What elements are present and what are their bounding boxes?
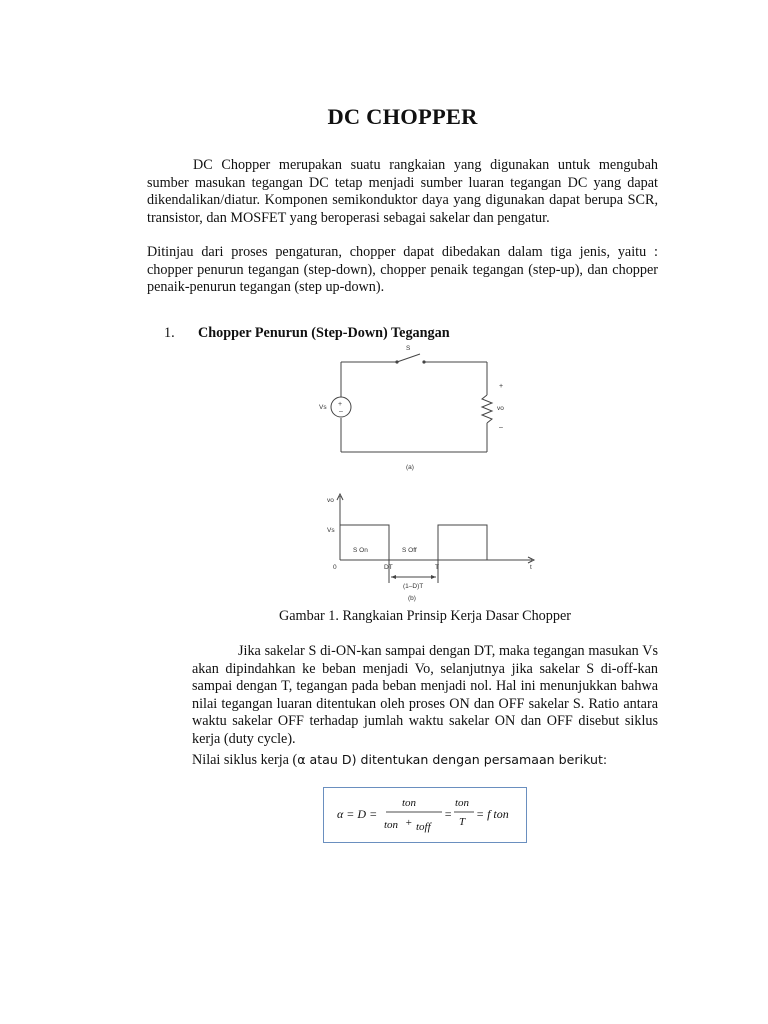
page-title: DC CHOPPER [327,104,478,129]
duty-prefix: Nilai siklus kerja ( [192,752,298,768]
y-axis-label: vo [327,497,334,504]
level-label: Vs [327,527,335,534]
resistor-zigzag [482,395,492,423]
load-minus: – [499,424,503,431]
source-minus: – [339,408,343,415]
intro-paragraph: DC Chopper merupakan suatu rangkaian yang digunakan untuk mengubah sumber masukan tegangan DC tetap menjadi sumber luaran tegangan DC yang dapat dikendalikan/diatur. Komponen semikonduktor daya yang digunakan dapat berupa SCR, transistor, dan MOSFET yang beroperasi sebagai sakelar dan pengatur. [147,157,658,226]
frac2-denominator: T [459,816,466,828]
duty-cycle-intro [192,752,658,769]
t-axis-label: t [530,564,532,571]
section-heading-text: Chopper Penurun (Step-Down) Tegangan [198,325,450,341]
source-plus: + [338,401,343,408]
duty-cycle-formula [323,787,527,843]
switch-blade [397,354,420,362]
switch-label: S [406,345,411,352]
load-plus: + [499,383,504,390]
section-number: 1. [164,325,175,341]
frac1-numerator: ton [402,797,417,809]
circuit-diagram [310,340,520,475]
frac1-den-plus: + [405,817,413,829]
switch-contact-right [422,360,425,363]
figure-caption: Gambar 1. Rangkaian Prinsip Kerja Dasar Chopper [279,608,571,624]
types-paragraph: Ditinjau dari proses pengaturan, chopper dapat dibedakan dalam tiga jenis, yaitu : chopper penurun tegangan (step-down), chopper penaik tegangan (step-up), dan chopper penaik-penurun tegangan (step up-down). [147,244,658,296]
interval-arrow-left [391,575,396,579]
t-label: T [435,564,439,571]
frac1-den-b: toff [416,821,431,833]
formula-eq2: = [444,807,453,821]
off-label: S Off [402,547,417,554]
formula-lhs: α = D = [337,807,378,821]
formula-eq3: = f ton [476,807,509,821]
interval-label: (1–D)T [403,583,424,590]
load-label: vo [497,405,504,412]
waveform-diagram [320,488,545,604]
pulse-two [438,525,487,560]
switch-contact-left [395,360,398,363]
origin-label: 0 [333,564,337,571]
waveform-sublabel: (b) [408,595,416,602]
interval-arrow-right [431,575,436,579]
duty-suffix: ) ditentukan dengan persamaan berikut: [351,752,608,767]
frac2-numerator: ton [455,797,470,809]
circuit-sublabel: (a) [406,464,414,471]
frac1-den-a: ton [384,819,399,831]
source-label: Vs [319,404,327,411]
formula-svg [324,788,526,842]
duty-symbols: α atau D [297,752,352,767]
pulse-one [340,525,389,560]
dt-label: DT [384,564,393,571]
on-label: S On [353,547,368,554]
explanation-paragraph: Jika sakelar S di-ON-kan sampai dengan DT, maka tegangan masukan Vs akan dipindahkan ke beban menjadi Vo, selanjutnya jika sakelar S di-off-kan sampai dengan T, tegangan pada beban menjadi nol. Hal ini menunjukkan bahwa nilai tegangan luaran ditentukan oleh proses ON dan OFF sakelar S. Ratio antara waktu sakelar OFF terhadap jumlah waktu sakelar ON dan OFF disebut siklus kerja (duty cycle). [192,643,658,747]
